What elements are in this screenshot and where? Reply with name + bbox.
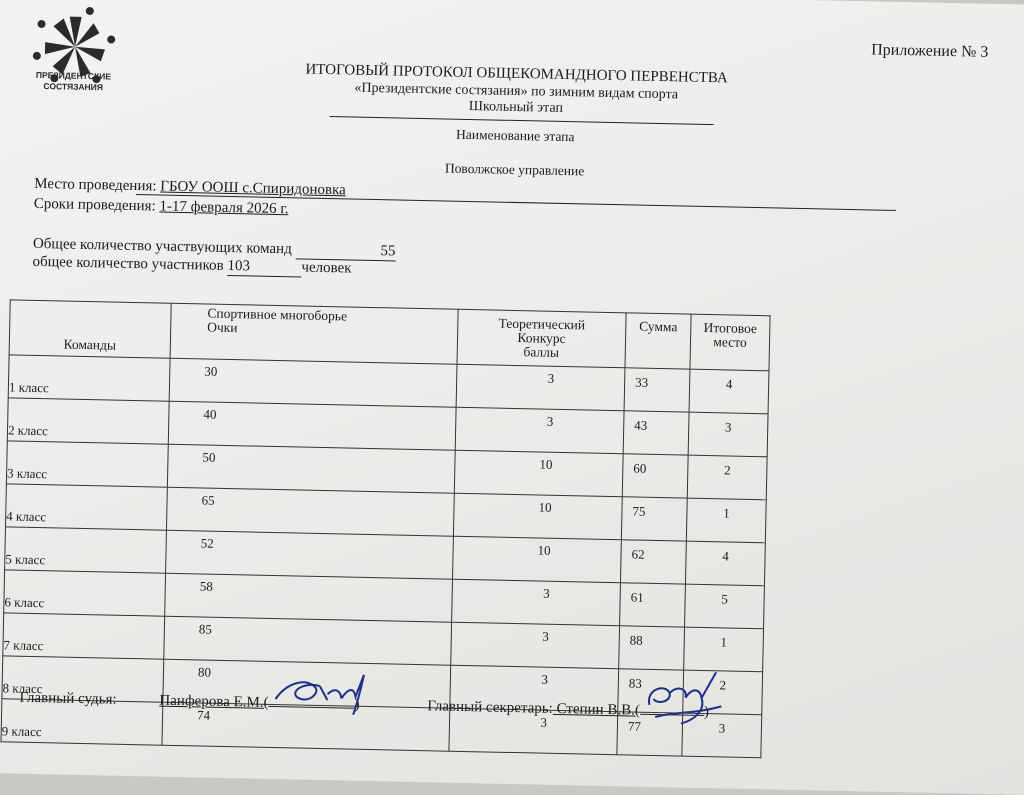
sport-points-cell: 85: [164, 616, 452, 665]
venue-label: Место проведения:: [34, 175, 157, 195]
header-sport: Спортивное многоборье Очки: [170, 303, 458, 364]
participants-count-value: 103: [227, 258, 301, 278]
sum-cell: 75: [621, 497, 687, 541]
dates-row: [34, 196, 289, 218]
place-cell: 3: [688, 412, 768, 457]
document-title: ИТОГОВЫЙ ПРОТОКОЛ ОБЩЕКОМАНДНОГО ПЕРВЕНСТВА: [305, 61, 728, 87]
place-cell: 4: [689, 369, 769, 414]
team-cell: 6 класс: [4, 570, 166, 616]
sport-points-cell: 50: [167, 444, 455, 493]
header-theory: Теоретический Конкурс баллы: [457, 309, 626, 368]
theory-points-cell: 3: [455, 407, 624, 454]
chief-secretary-label: Главный секретарь:: [427, 698, 553, 717]
header-place: Итоговое место: [690, 314, 770, 371]
stage-name: Школьный этап: [468, 98, 564, 116]
sport-points-cell: 40: [168, 401, 456, 450]
teams-count-label: Общее количество участвующих команд: [32, 235, 292, 258]
team-cell: 3 класс: [6, 441, 168, 487]
team-cell: 5 класс: [5, 527, 167, 573]
chief-secretary-name: Степин В.В.(: [552, 700, 641, 719]
sport-points-cell: 30: [169, 358, 457, 407]
team-cell: 4 класс: [6, 484, 168, 530]
sport-points-cell: 80: [163, 659, 451, 708]
logo-caption: ПРЕЗИДЕНТСКИЕ СОСТЯЗАНИЯ: [35, 69, 112, 93]
sum-cell: 61: [620, 583, 686, 627]
chief-judge-name: Панферова Е.М.(: [159, 692, 269, 711]
chief-judge-label: Главный судья:: [19, 689, 117, 708]
sport-points-cell: 74: [162, 702, 450, 751]
header-teams: Команды: [9, 300, 171, 358]
team-cell: 9 класс: [1, 699, 163, 745]
sport-points-cell: 58: [165, 573, 453, 622]
teams-count-value: 55: [295, 241, 395, 261]
place-cell: 2: [687, 455, 767, 500]
theory-points-cell: 3: [456, 364, 625, 411]
sum-cell: 83: [618, 669, 684, 713]
sum-cell: 77: [617, 712, 683, 756]
team-cell: 1 класс: [8, 355, 170, 401]
place-cell: 1: [684, 627, 764, 672]
theory-points-cell: 3: [452, 579, 621, 626]
sport-points-cell: 65: [166, 487, 454, 536]
sum-cell: 60: [622, 454, 688, 498]
venue-value: ГБОУ ООШ с.Спиридоновка: [160, 178, 346, 199]
sport-points-cell: 52: [166, 530, 454, 579]
sum-cell: 43: [623, 411, 689, 455]
sum-cell: 33: [624, 368, 690, 412]
theory-points-cell: 3: [449, 708, 618, 755]
team-cell: 2 класс: [7, 398, 169, 444]
team-cell: 7 класс: [3, 613, 165, 659]
team-cell: 8 класс: [2, 656, 164, 702]
sum-cell: 88: [619, 626, 685, 670]
theory-points-cell: 10: [454, 450, 623, 497]
department-name: Поволжское управление: [444, 160, 585, 179]
document-subtitle: «Президентские состязания» по зимним видам спорта: [354, 80, 679, 103]
theory-points-cell: 10: [453, 536, 622, 583]
header-sum: Сумма: [625, 313, 691, 369]
participants-unit: человек: [301, 259, 352, 277]
theory-points-cell: 3: [451, 622, 620, 669]
place-cell: 2: [683, 670, 763, 715]
theory-points-cell: 3: [450, 665, 619, 712]
stage-caption: Наименование этапа: [455, 126, 575, 145]
chief-judge-signature: [267, 663, 378, 717]
chief-judge-close: ): [354, 696, 360, 713]
chief-secretary-signature: [635, 665, 736, 737]
sum-cell: 62: [620, 540, 686, 584]
dates-label: Сроки проведения:: [33, 195, 156, 215]
place-cell: 1: [686, 498, 766, 543]
appendix-number: Приложение № 3: [871, 41, 989, 61]
chief-secretary-close: ): [703, 704, 710, 721]
participants-count-label: общее количество участников: [32, 253, 224, 274]
theory-points-cell: 10: [453, 493, 622, 540]
place-cell: 3: [682, 713, 762, 758]
place-cell: 4: [685, 541, 765, 586]
dates-value: 1-17 февраля 2026 г.: [159, 198, 289, 218]
place-cell: 5: [685, 584, 765, 629]
